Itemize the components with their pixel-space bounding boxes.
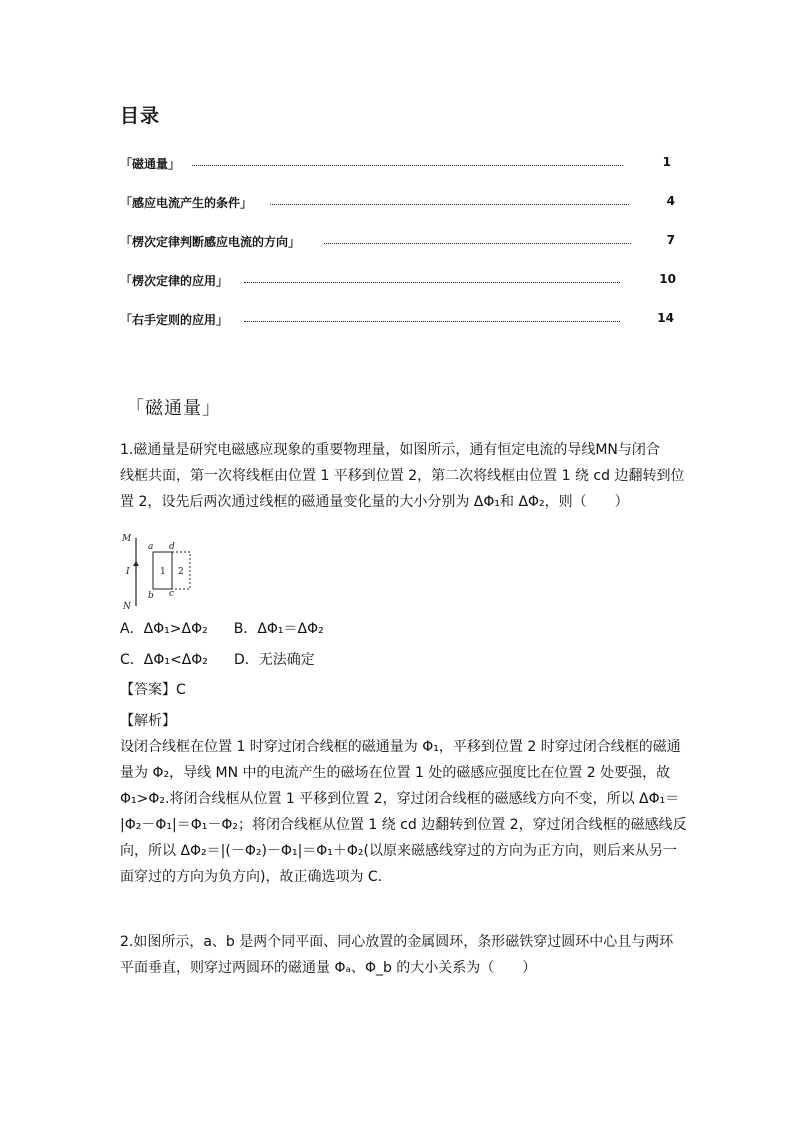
question-2	[120, 929, 680, 981]
toc-entry-page: 1	[662, 155, 671, 169]
label-a: a	[148, 542, 154, 552]
toc-entry[interactable]	[120, 155, 671, 175]
analysis-line: Φ₁>Φ₂.将闭合线框从位置 1 平移到位置 2，穿过闭合线框的磁感线方向不变，所以 ΔΦ₁＝	[120, 791, 680, 807]
option-b[interactable]: B．ΔΦ₁＝ΔΦ₂	[233, 621, 324, 637]
label-n: N	[123, 602, 131, 612]
question-line: 置 2，设先后两次通过线框的磁通量变化量的大小分别为 ΔΦ₁和 ΔΦ₂，则（ ）	[120, 494, 629, 510]
section-title: 「磁通量」	[126, 398, 221, 419]
label-i: I	[126, 567, 130, 577]
answer-line: 【答案】C	[120, 682, 186, 698]
toc-entry[interactable]	[120, 311, 674, 331]
question-1	[120, 437, 685, 515]
toc-entry[interactable]	[120, 233, 675, 253]
analysis-line: 面穿过的方向为负方向)，故正确选项为 C．	[120, 869, 392, 885]
analysis	[120, 708, 687, 890]
label-c: c	[169, 589, 175, 599]
toc-entry-page: 7	[666, 233, 675, 247]
toc-leader-dots	[324, 243, 631, 244]
current-arrow-icon	[133, 561, 139, 566]
toc-leader-dots	[244, 282, 620, 283]
option-row	[120, 616, 680, 642]
analysis-line: 向，所以 ΔΦ₂＝|(－Φ₂)－Φ₁|＝Φ₁＋Φ₂(以原来磁感线穿过的方向为正方向，则后来从另一	[120, 843, 678, 859]
question-line: 线框共面，第一次将线框由位置 1 平移到位置 2，第二次将线框由位置 1 绕 cd 边翻转到位	[120, 468, 685, 484]
answer-options	[120, 616, 680, 673]
label-position-2: 2	[178, 567, 184, 577]
option-d[interactable]: D．无法确定	[233, 652, 315, 668]
option-row	[120, 647, 680, 673]
toc-entry-label: 「楞次定律的应用」	[120, 272, 232, 289]
toc-entry[interactable]	[120, 272, 676, 292]
wire-loop-figure	[120, 532, 200, 612]
toc-entry-label: 「右手定则的应用」	[120, 311, 232, 328]
toc-entry-label: 「楞次定律判断感应电流的方向」	[120, 233, 304, 250]
label-m: M	[122, 534, 132, 544]
question-line: 平面垂直，则穿过两圆环的磁通量 Φₐ、Φ_b 的大小关系为（ ）	[120, 960, 537, 976]
label-position-1: 1	[160, 567, 166, 577]
toc-leader-dots	[244, 321, 620, 322]
analysis-line: 量为 Φ₂，导线 MN 中的电流产生的磁场在位置 1 处的磁感应强度比在位置 2 处要强，故	[120, 765, 671, 781]
label-b: b	[148, 591, 154, 601]
toc-entry-label: 「磁通量」	[120, 155, 184, 172]
toc-entry-page: 4	[666, 194, 675, 208]
toc-entry-page: 14	[657, 311, 674, 325]
wire-loop-diagram	[120, 532, 200, 612]
label-d: d	[169, 542, 175, 552]
analysis-line: |Φ₂－Φ₁|＝Φ₁－Φ₂；将闭合线框从位置 1 绕 cd 边翻转到位置 2，穿过闭合线框的磁感线反	[120, 817, 687, 833]
question-line: 1.磁通量是研究电磁感应现象的重要物理量，如图所示，通有恒定电流的导线MN与闭合	[120, 442, 660, 458]
analysis-line: 设闭合线框在位置 1 时穿过闭合线框的磁通量为 Φ₁，平移到位置 2 时穿过闭合线框的磁通	[120, 739, 681, 755]
option-a[interactable]: A．ΔΦ₁>ΔΦ₂	[120, 621, 208, 637]
toc-entry-page: 10	[659, 272, 676, 286]
option-c[interactable]: C．ΔΦ₁<ΔΦ₂	[120, 652, 208, 668]
question-line: 2.如图所示，a、b 是两个同平面、同心放置的金属圆环，条形磁铁穿过圆环中心且与两环	[120, 934, 674, 950]
analysis-heading: 【解析】	[120, 713, 176, 729]
toc-entry-label: 「感应电流产生的条件」	[120, 194, 256, 211]
toc-entry[interactable]	[120, 194, 675, 214]
toc-leader-dots	[192, 165, 623, 166]
toc-title: 目录	[120, 105, 161, 127]
toc-leader-dots	[270, 204, 629, 205]
